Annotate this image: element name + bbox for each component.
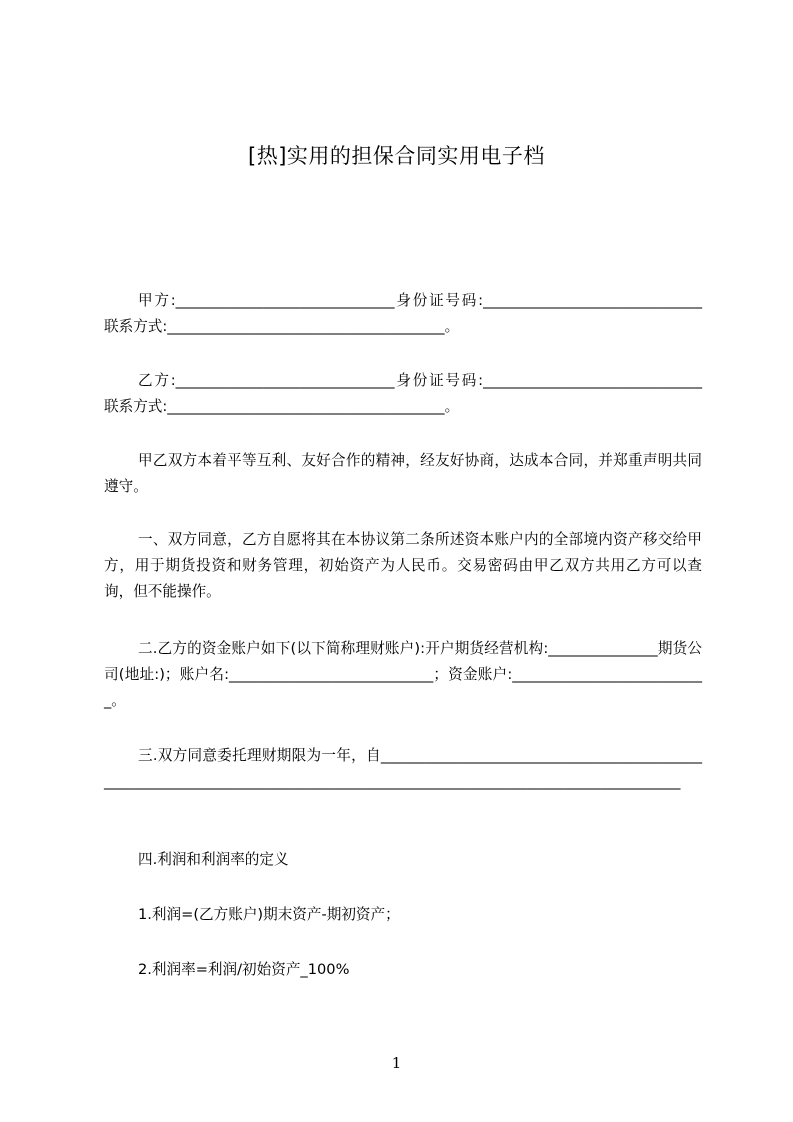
clause-4-item-2: 2.利润率=利润/初始资产_100% — [138, 961, 350, 978]
preamble-paragraph: 甲乙双方本着平等互利、友好合作的精神，经友好协商，达成本合同，并郑重声明共同遵守。 — [104, 452, 702, 495]
clause-2-paragraph: 二.乙方的资金账户如下(以下简称理财账户):开户期货经营机构:_______________期货公司(地址:)；账户名:____________________________；资金账户:___________________________。 — [104, 640, 702, 709]
clause-3-paragraph: 三.双方同意委托理财期限为一年，自___________________________________________________________________________________________________________________________ — [104, 747, 702, 790]
document-title: [热]实用的担保合同实用电子档 — [248, 144, 545, 168]
party-a-paragraph: 甲方:______________________________身份证号码:______________________________联系方式:______________________________________。 — [104, 292, 702, 335]
page-number: 1 — [391, 1054, 402, 1072]
party-b-paragraph: 乙方:______________________________身份证号码:______________________________联系方式:______________________________________。 — [104, 372, 702, 415]
clause-4-title: 四.利润和利润率的定义 — [138, 851, 289, 868]
clause-1-paragraph: 一、双方同意，乙方自愿将其在本协议第二条所述资本账户内的全部境内资产移交给甲方，用于期货投资和财务管理，初始资产为人民币。交易密码由甲乙双方共用乙方可以查询，但不能操作。 — [104, 531, 702, 600]
clause-4-item-1: 1.利润=(乙方账户)期末资产-期初资产； — [138, 906, 400, 923]
